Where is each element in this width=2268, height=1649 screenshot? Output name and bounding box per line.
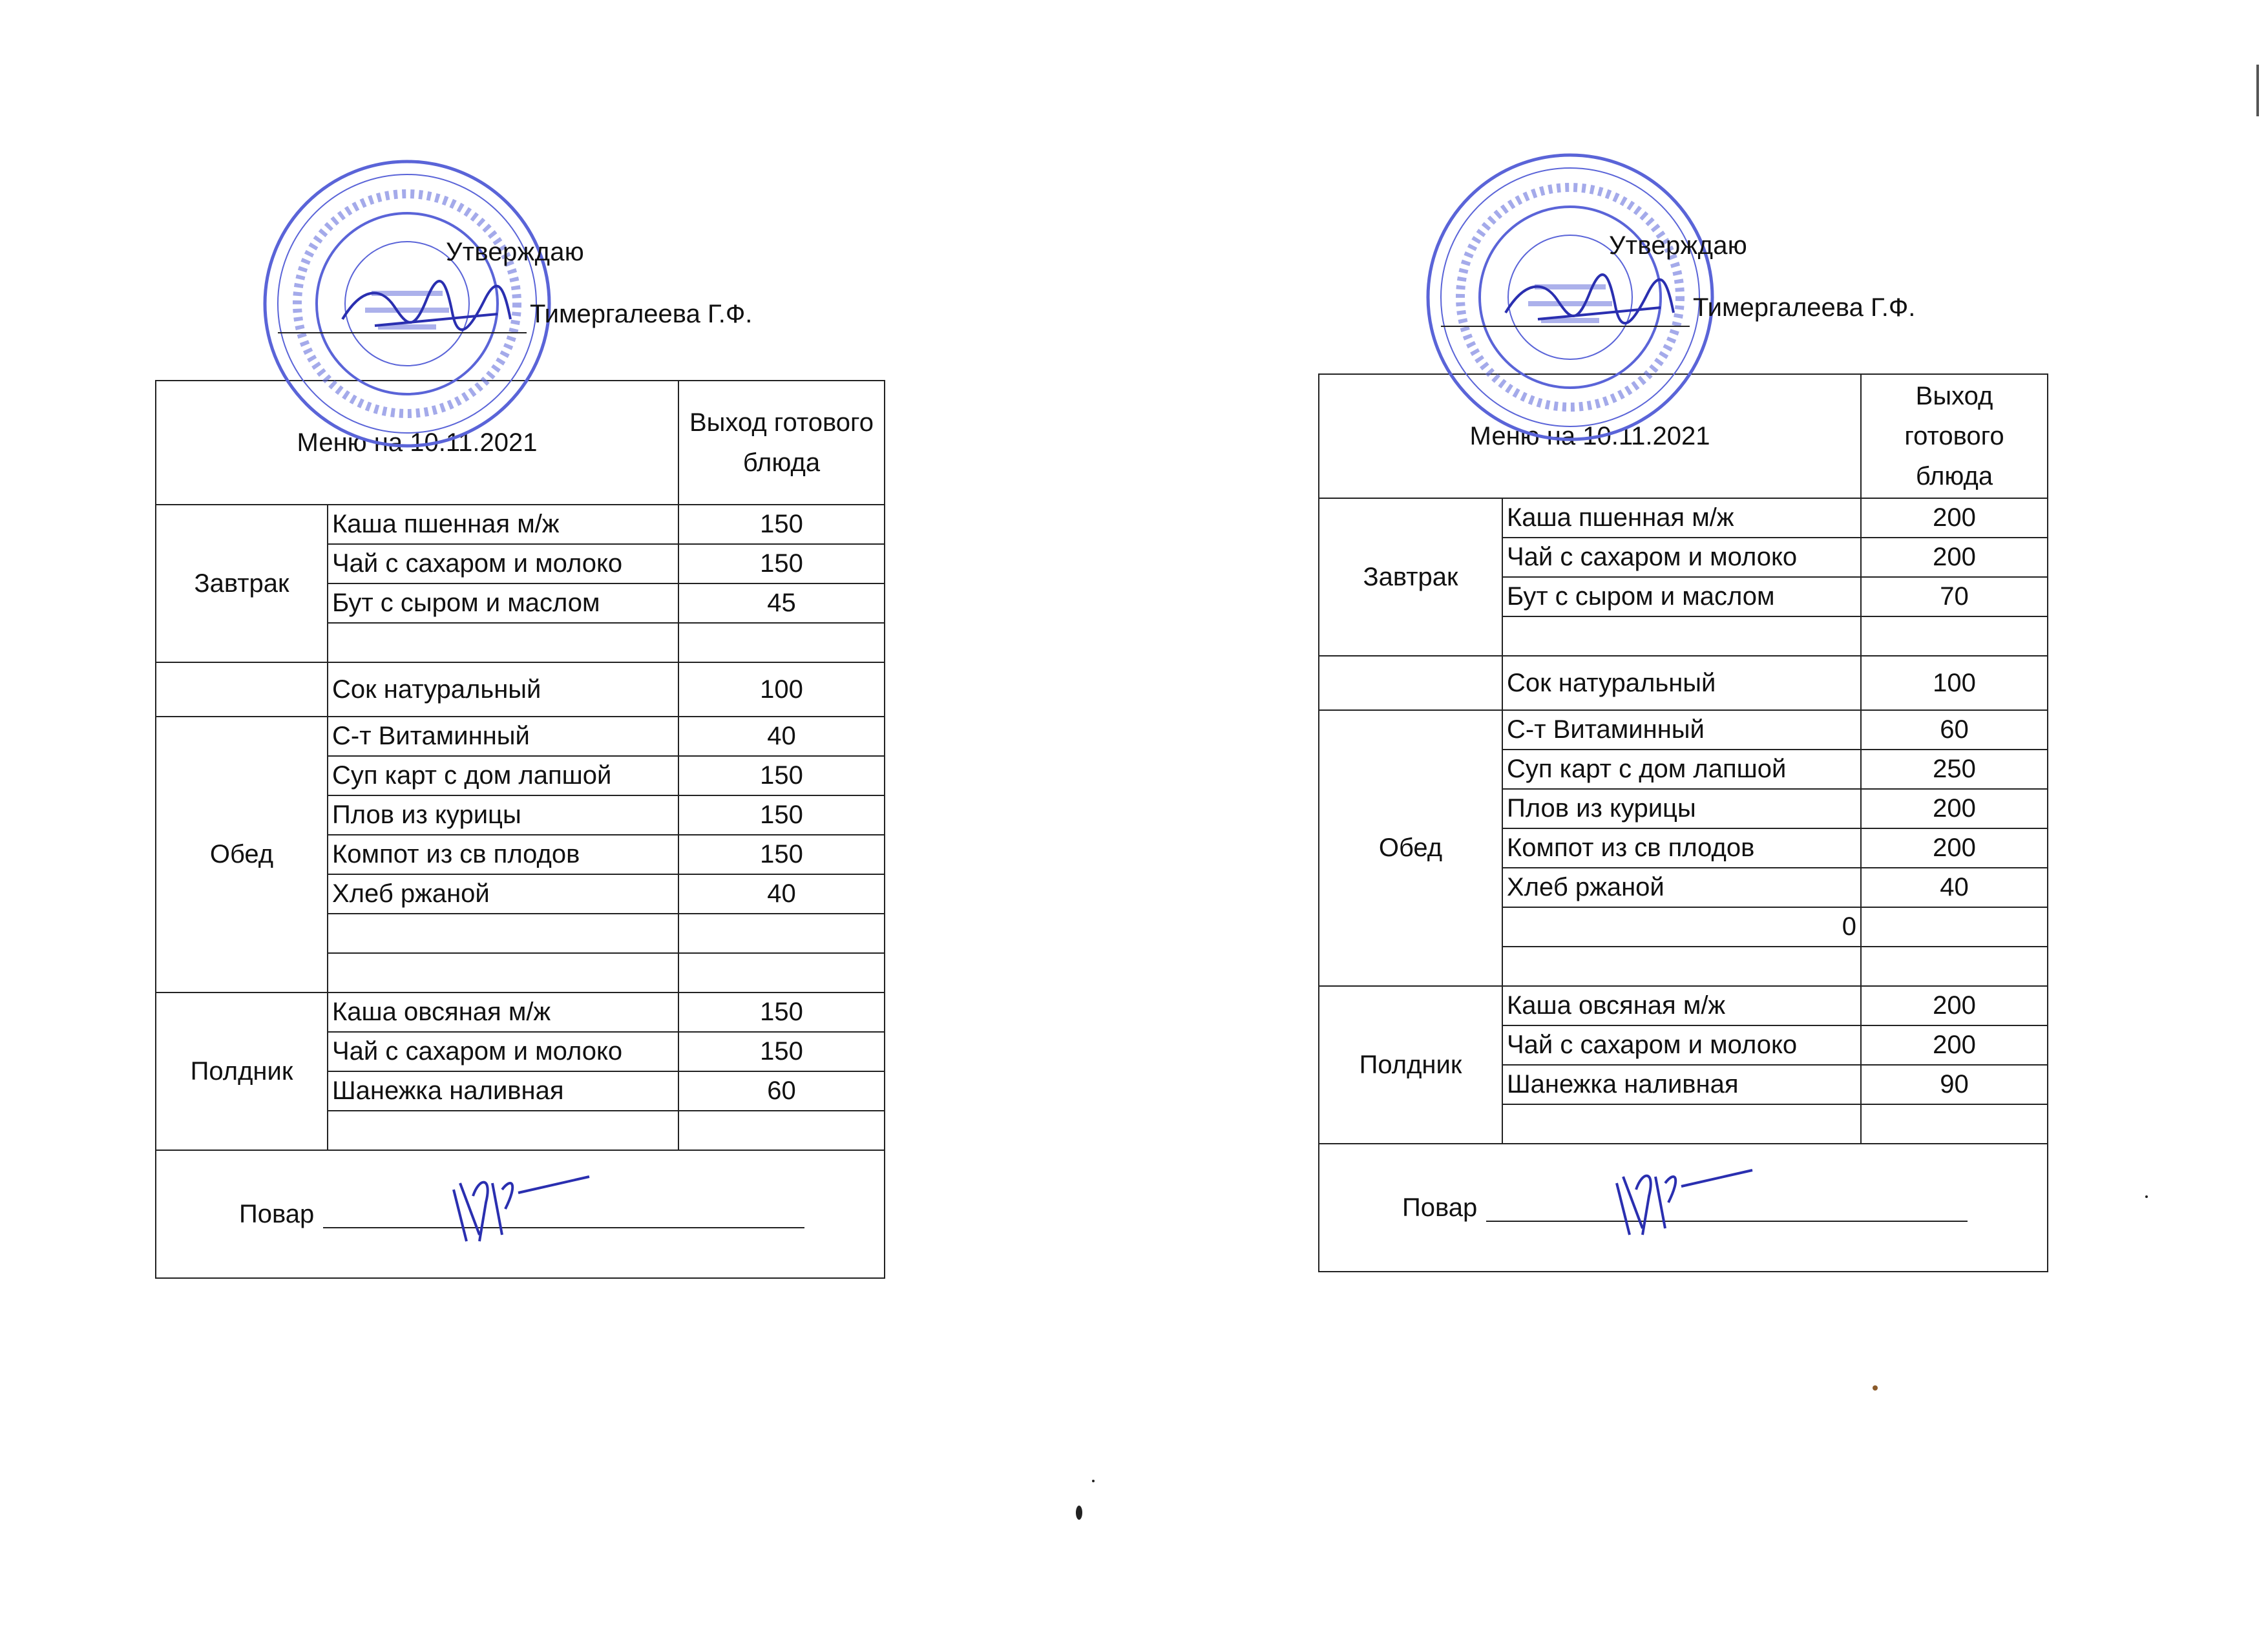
qty-cell <box>1861 947 2048 986</box>
qty-cell: 100 <box>1861 656 2048 710</box>
qty-cell: 40 <box>678 874 885 914</box>
dish-cell: Компот из св плодов <box>1502 828 1861 868</box>
menu-title: Меню на 10.11.2021 <box>1319 374 1861 498</box>
cook-label: Повар <box>239 1200 315 1228</box>
qty-cell <box>1861 1104 2048 1144</box>
dish-cell: С-т Витаминный <box>328 717 678 756</box>
menu-sheet-left <box>155 230 884 1279</box>
dish-cell: Каша пшенная м/ж <box>328 505 678 544</box>
dish-cell: Бут с сыром и маслом <box>328 583 678 623</box>
dish-cell: Чай с сахаром и молоко <box>1502 538 1861 577</box>
scan-speck <box>1873 1385 1878 1391</box>
signature-line <box>278 332 527 333</box>
output-header: Выход готового блюда <box>1861 374 2048 498</box>
scan-edge <box>2256 65 2259 116</box>
dish-cell: Каша овсяная м/ж <box>1502 986 1861 1025</box>
output-header: Выход готового блюда <box>678 381 885 505</box>
meal-empty <box>1319 656 1502 710</box>
approve-name: Тимергалеева Г.Ф. <box>1693 293 1916 322</box>
menu-title: Меню на 10.11.2021 <box>156 381 678 505</box>
dish-cell: Чай с сахаром и молоко <box>328 544 678 583</box>
scan-speck <box>1092 1480 1095 1482</box>
cook-signature-icon <box>441 1164 602 1248</box>
meal-lunch: Обед <box>1319 710 1502 986</box>
qty-cell: 200 <box>1861 538 2048 577</box>
dish-cell: Хлеб ржаной <box>1502 868 1861 907</box>
dish-cell <box>1502 616 1861 656</box>
dish-cell: С-т Витаминный <box>1502 710 1861 750</box>
dish-cell: Чай с сахаром и молоко <box>328 1032 678 1071</box>
qty-cell: 200 <box>1861 498 2048 538</box>
qty-cell: 200 <box>1861 789 2048 828</box>
qty-cell <box>678 914 885 953</box>
qty-cell: 100 <box>678 662 885 717</box>
dish-cell: Сок натуральный <box>1502 656 1861 710</box>
dish-cell: Чай с сахаром и молоко <box>1502 1025 1861 1065</box>
dish-cell: Сок натуральный <box>328 662 678 717</box>
cook-label: Повар <box>1402 1193 1478 1222</box>
qty-cell: 45 <box>678 583 885 623</box>
meal-lunch: Обед <box>156 717 328 993</box>
qty-cell: 150 <box>678 993 885 1032</box>
dish-cell <box>328 623 678 662</box>
qty-cell: 150 <box>678 835 885 874</box>
meal-breakfast: Завтрак <box>156 505 328 662</box>
menu-sheet-right <box>1318 224 2047 1272</box>
qty-cell <box>1861 907 2048 947</box>
qty-cell: 200 <box>1861 986 2048 1025</box>
qty-cell: 40 <box>678 717 885 756</box>
director-signature-icon <box>336 274 530 352</box>
scan-speck <box>2145 1195 2148 1198</box>
qty-cell <box>678 623 885 662</box>
dish-cell: Суп карт с дом лапшой <box>1502 750 1861 789</box>
cook-signature-row <box>1319 1144 2048 1272</box>
dish-cell: Хлеб ржаной <box>328 874 678 914</box>
dish-cell: Бут с сыром и маслом <box>1502 577 1861 616</box>
qty-cell <box>1861 616 2048 656</box>
dish-cell: 0 <box>1502 907 1861 947</box>
qty-cell: 200 <box>1861 1025 2048 1065</box>
dish-cell <box>1502 947 1861 986</box>
director-signature-icon <box>1499 268 1693 345</box>
qty-cell: 150 <box>678 505 885 544</box>
qty-cell <box>678 1111 885 1150</box>
dish-cell: Каша пшенная м/ж <box>1502 498 1861 538</box>
cook-signature-row <box>156 1150 885 1278</box>
dish-cell <box>1502 1104 1861 1144</box>
approve-name: Тимергалеева Г.Ф. <box>530 300 753 328</box>
qty-cell <box>678 953 885 993</box>
qty-cell: 40 <box>1861 868 2048 907</box>
qty-cell: 250 <box>1861 750 2048 789</box>
qty-cell: 60 <box>678 1071 885 1111</box>
qty-cell: 150 <box>678 544 885 583</box>
dish-cell: Плов из курицы <box>1502 789 1861 828</box>
dish-cell: Шанежка наливная <box>328 1071 678 1111</box>
qty-cell: 70 <box>1861 577 2048 616</box>
dish-cell <box>328 1111 678 1150</box>
approval-block <box>1318 224 2047 373</box>
qty-cell: 200 <box>1861 828 2048 868</box>
qty-cell: 150 <box>678 795 885 835</box>
qty-cell: 60 <box>1861 710 2048 750</box>
dish-cell <box>328 953 678 993</box>
menu-table <box>1318 373 2048 1272</box>
scan-speck <box>1076 1506 1082 1520</box>
menu-table <box>155 380 885 1279</box>
dish-cell: Каша овсяная м/ж <box>328 993 678 1032</box>
qty-cell: 90 <box>1861 1065 2048 1104</box>
qty-cell: 150 <box>678 756 885 795</box>
approve-title: Утверждаю <box>446 238 585 266</box>
dish-cell <box>328 914 678 953</box>
dish-cell: Суп карт с дом лапшой <box>328 756 678 795</box>
meal-empty <box>156 662 328 717</box>
meal-breakfast: Завтрак <box>1319 498 1502 656</box>
dish-cell: Плов из курицы <box>328 795 678 835</box>
qty-cell: 150 <box>678 1032 885 1071</box>
cook-signature-line <box>323 1227 804 1228</box>
signature-line <box>1441 326 1690 327</box>
dish-cell: Шанежка наливная <box>1502 1065 1861 1104</box>
meal-snack: Полдник <box>1319 986 1502 1144</box>
approve-title: Утверждаю <box>1609 231 1748 260</box>
meal-snack: Полдник <box>156 993 328 1150</box>
approval-block <box>155 230 884 380</box>
cook-signature-line <box>1486 1221 1968 1222</box>
dish-cell: Компот из св плодов <box>328 835 678 874</box>
cook-signature-icon <box>1604 1157 1765 1241</box>
